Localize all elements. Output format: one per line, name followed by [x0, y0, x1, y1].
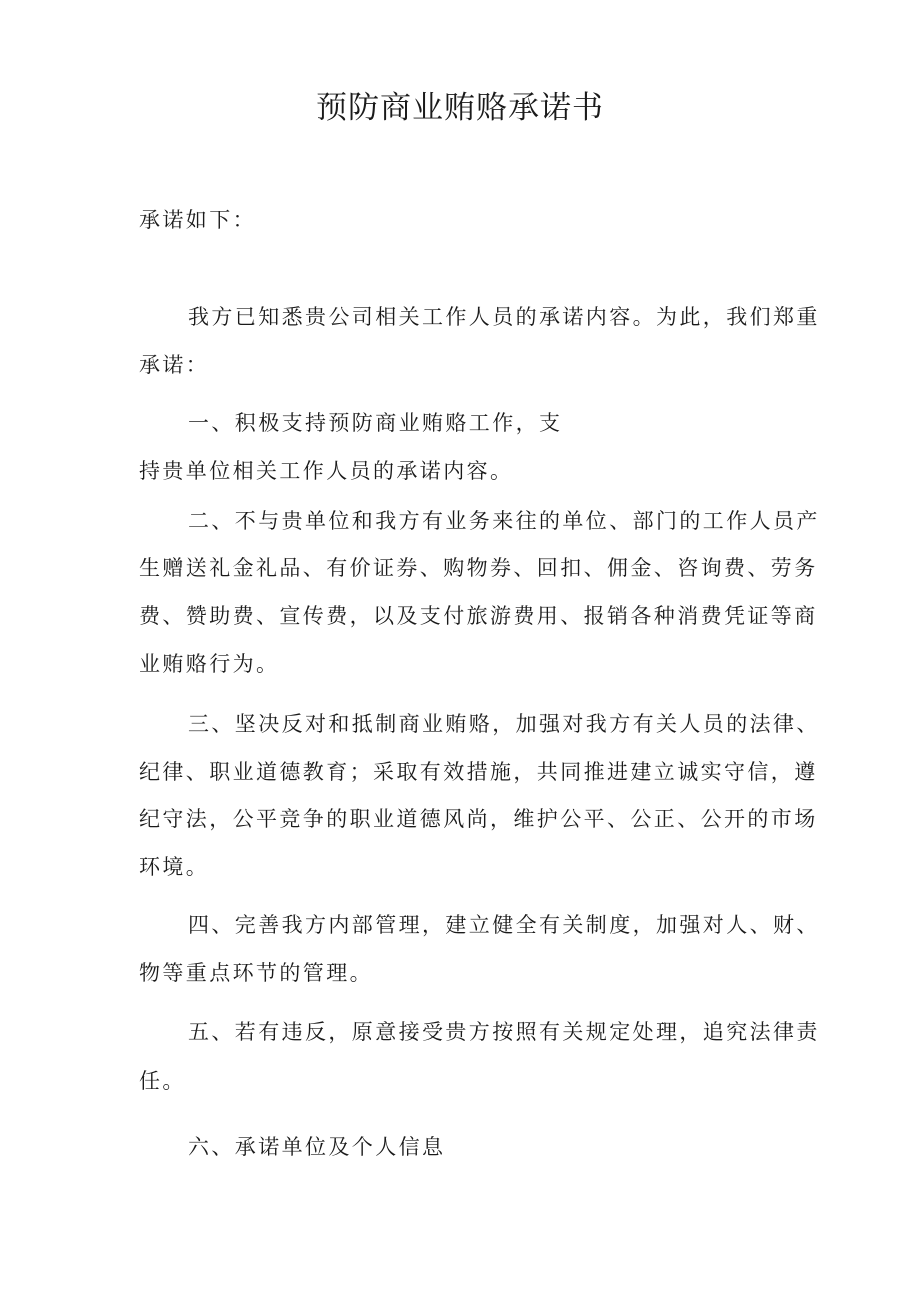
paragraph-line: 三、坚决反对和抵制商业贿赂，加强对我方有关人员的法律、	[188, 712, 820, 736]
paragraph-line: 我方已知悉贵公司相关工作人员的承诺内容。为此，我们郑重	[188, 305, 820, 329]
paragraph-line: 业贿赂行为。	[139, 652, 280, 676]
paragraph-line: 任。	[139, 1069, 186, 1093]
paragraph-line: 纪守法，公平竞争的职业道德风尚，维护公平、公正、公开的市场	[139, 807, 818, 831]
paragraph-line: 生赠送礼金礼品、有价证券、购物券、回扣、佣金、咨询费、劳务	[139, 556, 818, 580]
paragraph-line: 持贵单位相关工作人员的承诺内容。	[139, 459, 514, 483]
document-title: 预防商业贿赂承诺书	[316, 90, 604, 126]
paragraph-line: 物等重点环节的管理。	[139, 961, 373, 985]
paragraph-line: 一、积极支持预防商业贿赂工作，支	[188, 411, 563, 435]
paragraph-line: 二、不与贵单位和我方有业务来往的单位、部门的工作人员产	[188, 509, 820, 533]
paragraph-line: 五、若有违反，原意接受贵方按照有关规定处理，追究法律责	[188, 1020, 820, 1044]
paragraph-line: 费、赞助费、宣传费，以及支付旅游费用、报销各种消费凭证等商	[139, 604, 818, 628]
paragraph-line: 六、承诺单位及个人信息	[188, 1135, 446, 1159]
paragraph-line: 环境。	[139, 855, 210, 879]
intro-line: 承诺如下：	[139, 208, 256, 232]
paragraph-line: 纪律、职业道德教育；采取有效措施，共同推进建立诚实守信，遵	[139, 760, 818, 784]
paragraph-line: 承诺：	[139, 353, 210, 377]
paragraph-line: 四、完善我方内部管理，建立健全有关制度，加强对人、财、	[188, 913, 820, 937]
